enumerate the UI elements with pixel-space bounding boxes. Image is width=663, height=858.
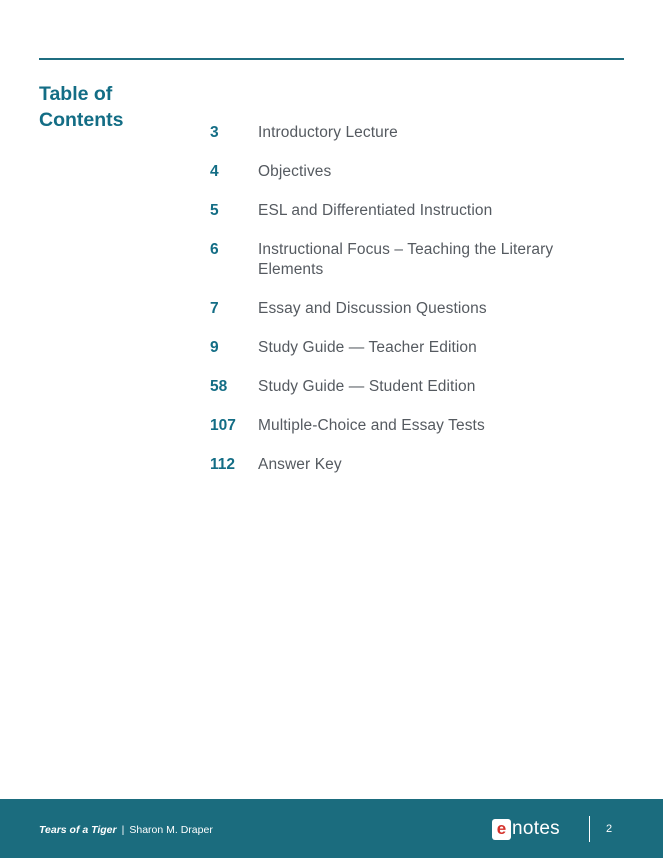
toc-entry[interactable] [210,455,610,475]
toc-heading-line2: Contents [39,109,124,131]
toc-page-number: 7 [210,300,219,317]
toc-entry[interactable] [210,162,610,182]
toc-entry-title: Introductory Lecture [258,124,398,141]
toc-page-number: 4 [210,163,219,180]
toc-page-number: 58 [210,378,228,395]
toc-entry-title: Answer Key [258,456,342,473]
toc-entry[interactable] [210,416,610,436]
toc-entry-title: Instructional Focus – Teaching the Literary Elements [258,241,554,278]
toc-entry-title: Essay and Discussion Questions [258,300,487,317]
logo-e-letter: e [496,818,507,838]
top-rule [39,58,624,60]
page-number: 2 [606,823,613,835]
toc-page-number: 3 [210,124,219,141]
toc-entry-title: Study Guide — Student Edition [258,378,476,395]
toc-entry[interactable] [210,338,610,358]
toc-list [210,123,610,494]
toc-entry-title: ESL and Differentiated Instruction [258,202,493,219]
toc-page-number: 6 [210,241,219,258]
author-name: Sharon M. Draper [129,824,213,836]
toc-page-number: 9 [210,339,219,356]
toc-entry[interactable] [210,299,610,319]
enotes-logo [492,817,560,841]
footer-separator: | [121,824,125,836]
toc-entry[interactable] [210,123,610,143]
toc-entry-title: Multiple-Choice and Essay Tests [258,417,485,434]
footer-citation [39,823,213,837]
page-footer [0,799,663,858]
footer-divider [589,816,590,842]
logo-e-box [492,819,511,840]
toc-page-number: 112 [210,456,236,473]
toc-entry[interactable] [210,201,610,221]
toc-page-number: 107 [210,417,236,434]
toc-heading [39,81,169,133]
toc-page-number: 5 [210,202,219,219]
book-title: Tears of a Tiger [39,824,117,836]
toc-heading-line1: Table of [39,83,113,105]
toc-entry-title: Objectives [258,163,332,180]
logo-wordmark: notes [512,818,560,839]
toc-entry[interactable] [210,377,610,397]
toc-entry-title: Study Guide — Teacher Edition [258,339,477,356]
toc-entry[interactable] [210,240,610,280]
